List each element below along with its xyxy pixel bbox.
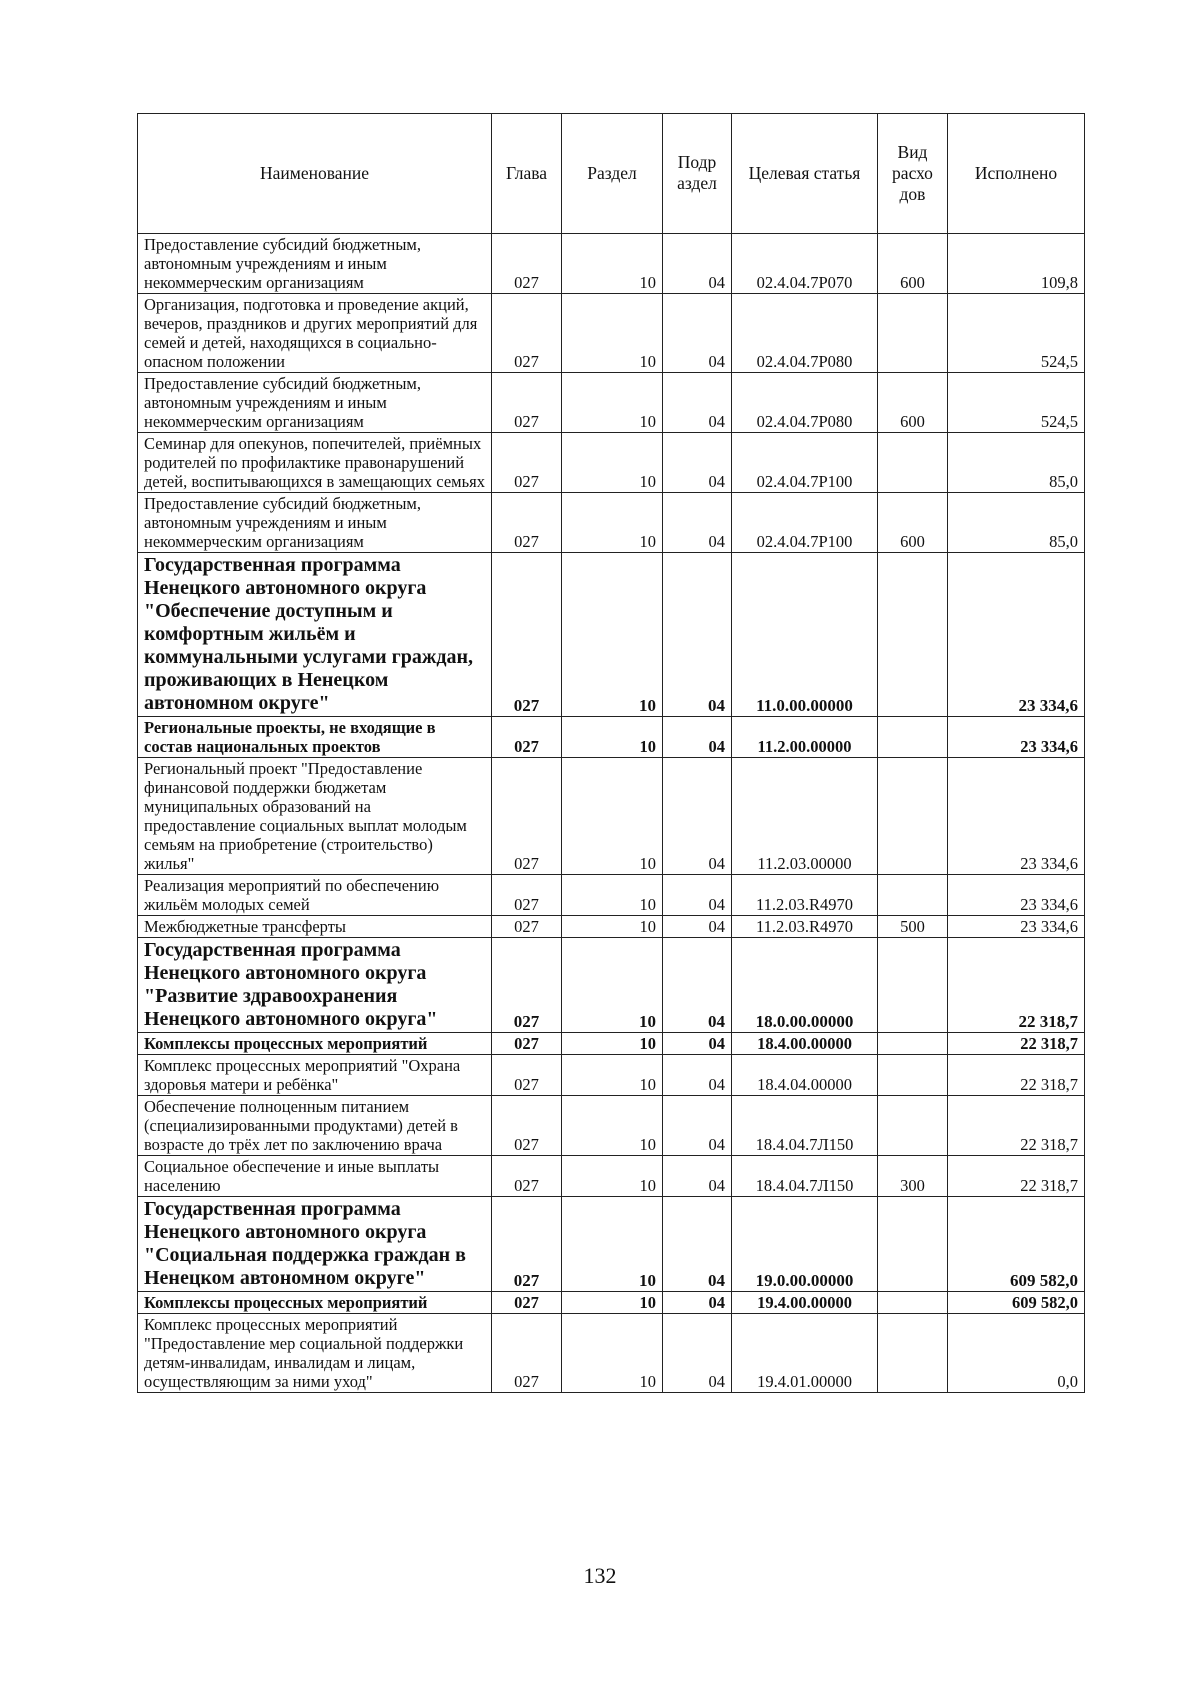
cell-vid-raskhodov (878, 938, 948, 1033)
cell-name: Реализация мероприятий по обеспечению жильём молодых семей (138, 875, 492, 916)
cell-vid-raskhodov (878, 1292, 948, 1314)
cell-name: Государственная программа Ненецкого автономного округа "Социальная поддержка граждан в Ненецком автономном округе" (138, 1197, 492, 1292)
table-row (138, 1033, 1085, 1055)
cell-ispolneno: 524,5 (948, 294, 1085, 373)
cell-name: Региональный проект "Предоставление финансовой поддержки бюджетам муниципальных образований на предоставление социальных выплат молодым семьям на приобретение (строительство) жилья" (138, 758, 492, 875)
cell-razdel: 10 (562, 493, 663, 553)
cell-ispolneno: 524,5 (948, 373, 1085, 433)
cell-podrazdel: 04 (663, 916, 732, 938)
cell-glava: 027 (492, 1197, 562, 1292)
header-celevaya-statya: Целевая статья (732, 114, 878, 234)
cell-razdel: 10 (562, 1197, 663, 1292)
table-row (138, 1055, 1085, 1096)
cell-ispolneno: 23 334,6 (948, 717, 1085, 758)
cell-celevaya-statya: 18.4.04.7Л150 (732, 1096, 878, 1156)
cell-razdel: 10 (562, 1096, 663, 1156)
cell-name: Предоставление субсидий бюджетным, автономным учреждениям и иным некоммерческим организациям (138, 493, 492, 553)
cell-ispolneno: 109,8 (948, 234, 1085, 294)
cell-razdel: 10 (562, 1292, 663, 1314)
cell-ispolneno: 85,0 (948, 433, 1085, 493)
cell-name: Предоставление субсидий бюджетным, автономным учреждениям и иным некоммерческим организациям (138, 234, 492, 294)
cell-vid-raskhodov: 500 (878, 916, 948, 938)
cell-razdel: 10 (562, 433, 663, 493)
cell-vid-raskhodov (878, 717, 948, 758)
table-row (138, 916, 1085, 938)
cell-ispolneno: 23 334,6 (948, 758, 1085, 875)
cell-razdel: 10 (562, 758, 663, 875)
cell-podrazdel: 04 (663, 1096, 732, 1156)
cell-ispolneno: 23 334,6 (948, 916, 1085, 938)
table-row (138, 553, 1085, 717)
cell-razdel: 10 (562, 875, 663, 916)
table-row (138, 1314, 1085, 1393)
cell-celevaya-statya: 19.4.01.00000 (732, 1314, 878, 1393)
cell-vid-raskhodov (878, 294, 948, 373)
cell-razdel: 10 (562, 916, 663, 938)
cell-podrazdel: 04 (663, 875, 732, 916)
cell-celevaya-statya: 19.4.00.00000 (732, 1292, 878, 1314)
table-row (138, 938, 1085, 1033)
cell-name: Межбюджетные трансферты (138, 916, 492, 938)
table-row (138, 717, 1085, 758)
cell-ispolneno: 85,0 (948, 493, 1085, 553)
table-row (138, 294, 1085, 373)
budget-table-sheet (137, 113, 1084, 1393)
cell-razdel: 10 (562, 1033, 663, 1055)
table-row (138, 433, 1085, 493)
cell-ispolneno: 22 318,7 (948, 1156, 1085, 1197)
cell-podrazdel: 04 (663, 493, 732, 553)
cell-vid-raskhodov (878, 1033, 948, 1055)
cell-razdel: 10 (562, 1156, 663, 1197)
cell-razdel: 10 (562, 234, 663, 294)
cell-vid-raskhodov: 600 (878, 493, 948, 553)
cell-podrazdel: 04 (663, 433, 732, 493)
cell-name: Предоставление субсидий бюджетным, автономным учреждениям и иным некоммерческим организациям (138, 373, 492, 433)
cell-name: Обеспечение полноценным питанием (специализированными продуктами) детей в возрасте до трёх лет по заключению врача (138, 1096, 492, 1156)
table-body (138, 234, 1085, 1393)
table-row (138, 373, 1085, 433)
cell-glava: 027 (492, 553, 562, 717)
cell-ispolneno: 23 334,6 (948, 875, 1085, 916)
cell-celevaya-statya: 11.2.03.00000 (732, 758, 878, 875)
cell-celevaya-statya: 19.0.00.00000 (732, 1197, 878, 1292)
cell-celevaya-statya: 02.4.04.7P070 (732, 234, 878, 294)
cell-celevaya-statya: 02.4.04.7P100 (732, 433, 878, 493)
header-glava: Глава (492, 114, 562, 234)
table-row (138, 1197, 1085, 1292)
cell-ispolneno: 22 318,7 (948, 938, 1085, 1033)
cell-glava: 027 (492, 938, 562, 1033)
cell-celevaya-statya: 18.0.00.00000 (732, 938, 878, 1033)
cell-podrazdel: 04 (663, 373, 732, 433)
page-number: 132 (583, 1563, 617, 1588)
cell-podrazdel: 04 (663, 938, 732, 1033)
cell-ispolneno: 609 582,0 (948, 1292, 1085, 1314)
cell-vid-raskhodov (878, 1055, 948, 1096)
cell-vid-raskhodov (878, 433, 948, 493)
cell-ispolneno: 22 318,7 (948, 1096, 1085, 1156)
cell-podrazdel: 04 (663, 758, 732, 875)
cell-celevaya-statya: 18.4.00.00000 (732, 1033, 878, 1055)
cell-vid-raskhodov: 600 (878, 373, 948, 433)
budget-execution-table (137, 113, 1085, 1393)
table-row (138, 493, 1085, 553)
cell-razdel: 10 (562, 1314, 663, 1393)
cell-podrazdel: 04 (663, 1197, 732, 1292)
cell-podrazdel: 04 (663, 1314, 732, 1393)
table-row (138, 1096, 1085, 1156)
header-name: Наименование (138, 114, 492, 234)
cell-vid-raskhodov (878, 875, 948, 916)
cell-glava: 027 (492, 1314, 562, 1393)
cell-name: Социальное обеспечение и иные выплаты населению (138, 1156, 492, 1197)
cell-glava: 027 (492, 875, 562, 916)
cell-celevaya-statya: 11.2.03.R4970 (732, 916, 878, 938)
table-row (138, 875, 1085, 916)
cell-celevaya-statya: 11.2.00.00000 (732, 717, 878, 758)
cell-glava: 027 (492, 294, 562, 373)
cell-vid-raskhodov (878, 1197, 948, 1292)
cell-ispolneno: 23 334,6 (948, 553, 1085, 717)
cell-glava: 027 (492, 1292, 562, 1314)
cell-celevaya-statya: 18.4.04.7Л150 (732, 1156, 878, 1197)
cell-vid-raskhodov (878, 758, 948, 875)
cell-glava: 027 (492, 1055, 562, 1096)
cell-glava: 027 (492, 234, 562, 294)
table-row (138, 234, 1085, 294)
cell-glava: 027 (492, 493, 562, 553)
cell-celevaya-statya: 11.2.03.R4970 (732, 875, 878, 916)
cell-podrazdel: 04 (663, 717, 732, 758)
cell-ispolneno: 0,0 (948, 1314, 1085, 1393)
cell-vid-raskhodov: 300 (878, 1156, 948, 1197)
cell-celevaya-statya: 11.0.00.00000 (732, 553, 878, 717)
cell-glava: 027 (492, 717, 562, 758)
cell-ispolneno: 22 318,7 (948, 1055, 1085, 1096)
cell-glava: 027 (492, 758, 562, 875)
cell-razdel: 10 (562, 294, 663, 373)
cell-glava: 027 (492, 1156, 562, 1197)
cell-podrazdel: 04 (663, 553, 732, 717)
cell-name: Комплекс процессных мероприятий "Охрана здоровья матери и ребёнка" (138, 1055, 492, 1096)
cell-vid-raskhodov: 600 (878, 234, 948, 294)
cell-ispolneno: 22 318,7 (948, 1033, 1085, 1055)
table-header-row (138, 114, 1085, 234)
cell-vid-raskhodov (878, 1096, 948, 1156)
cell-razdel: 10 (562, 373, 663, 433)
cell-name: Организация, подготовка и проведение акций, вечеров, праздников и других мероприятий для семей и детей, находящихся в социально-опасном положении (138, 294, 492, 373)
table-row (138, 1156, 1085, 1197)
header-razdel: Раздел (562, 114, 663, 234)
table-row (138, 758, 1085, 875)
cell-ispolneno: 609 582,0 (948, 1197, 1085, 1292)
cell-name: Комплекс процессных мероприятий "Предоставление мер социальной поддержки детям-инвалидам, инвалидам и лицам, осуществляющим за ними уход" (138, 1314, 492, 1393)
cell-celevaya-statya: 02.4.04.7P080 (732, 373, 878, 433)
cell-celevaya-statya: 02.4.04.7P100 (732, 493, 878, 553)
header-podrazdel: Подр аздел (663, 114, 732, 234)
cell-podrazdel: 04 (663, 1055, 732, 1096)
cell-vid-raskhodov (878, 1314, 948, 1393)
cell-glava: 027 (492, 916, 562, 938)
cell-razdel: 10 (562, 717, 663, 758)
cell-vid-raskhodov (878, 553, 948, 717)
cell-celevaya-statya: 02.4.04.7P080 (732, 294, 878, 373)
cell-glava: 027 (492, 1033, 562, 1055)
cell-razdel: 10 (562, 553, 663, 717)
header-vid-raskhodov: Вид расхо дов (878, 114, 948, 234)
cell-name: Региональные проекты, не входящие в состав национальных проектов (138, 717, 492, 758)
cell-podrazdel: 04 (663, 234, 732, 294)
cell-glava: 027 (492, 1096, 562, 1156)
cell-podrazdel: 04 (663, 294, 732, 373)
header-ispolneno: Исполнено (948, 114, 1085, 234)
cell-name: Семинар для опекунов, попечителей, приёмных родителей по профилактике правонарушений детей, воспитывающихся в замещающих семьях (138, 433, 492, 493)
cell-razdel: 10 (562, 938, 663, 1033)
table-row (138, 1292, 1085, 1314)
cell-name: Государственная программа Ненецкого автономного округа "Развитие здравоохранения Ненецкого автономного округа" (138, 938, 492, 1033)
cell-podrazdel: 04 (663, 1156, 732, 1197)
cell-name: Комплексы процессных мероприятий (138, 1292, 492, 1314)
cell-celevaya-statya: 18.4.04.00000 (732, 1055, 878, 1096)
cell-razdel: 10 (562, 1055, 663, 1096)
cell-name: Комплексы процессных мероприятий (138, 1033, 492, 1055)
cell-glava: 027 (492, 373, 562, 433)
cell-name: Государственная программа Ненецкого автономного округа "Обеспечение доступным и комфортным жильём и коммунальными услугами граждан, проживающих в Ненецком автономном округе" (138, 553, 492, 717)
cell-podrazdel: 04 (663, 1033, 732, 1055)
cell-glava: 027 (492, 433, 562, 493)
cell-podrazdel: 04 (663, 1292, 732, 1314)
